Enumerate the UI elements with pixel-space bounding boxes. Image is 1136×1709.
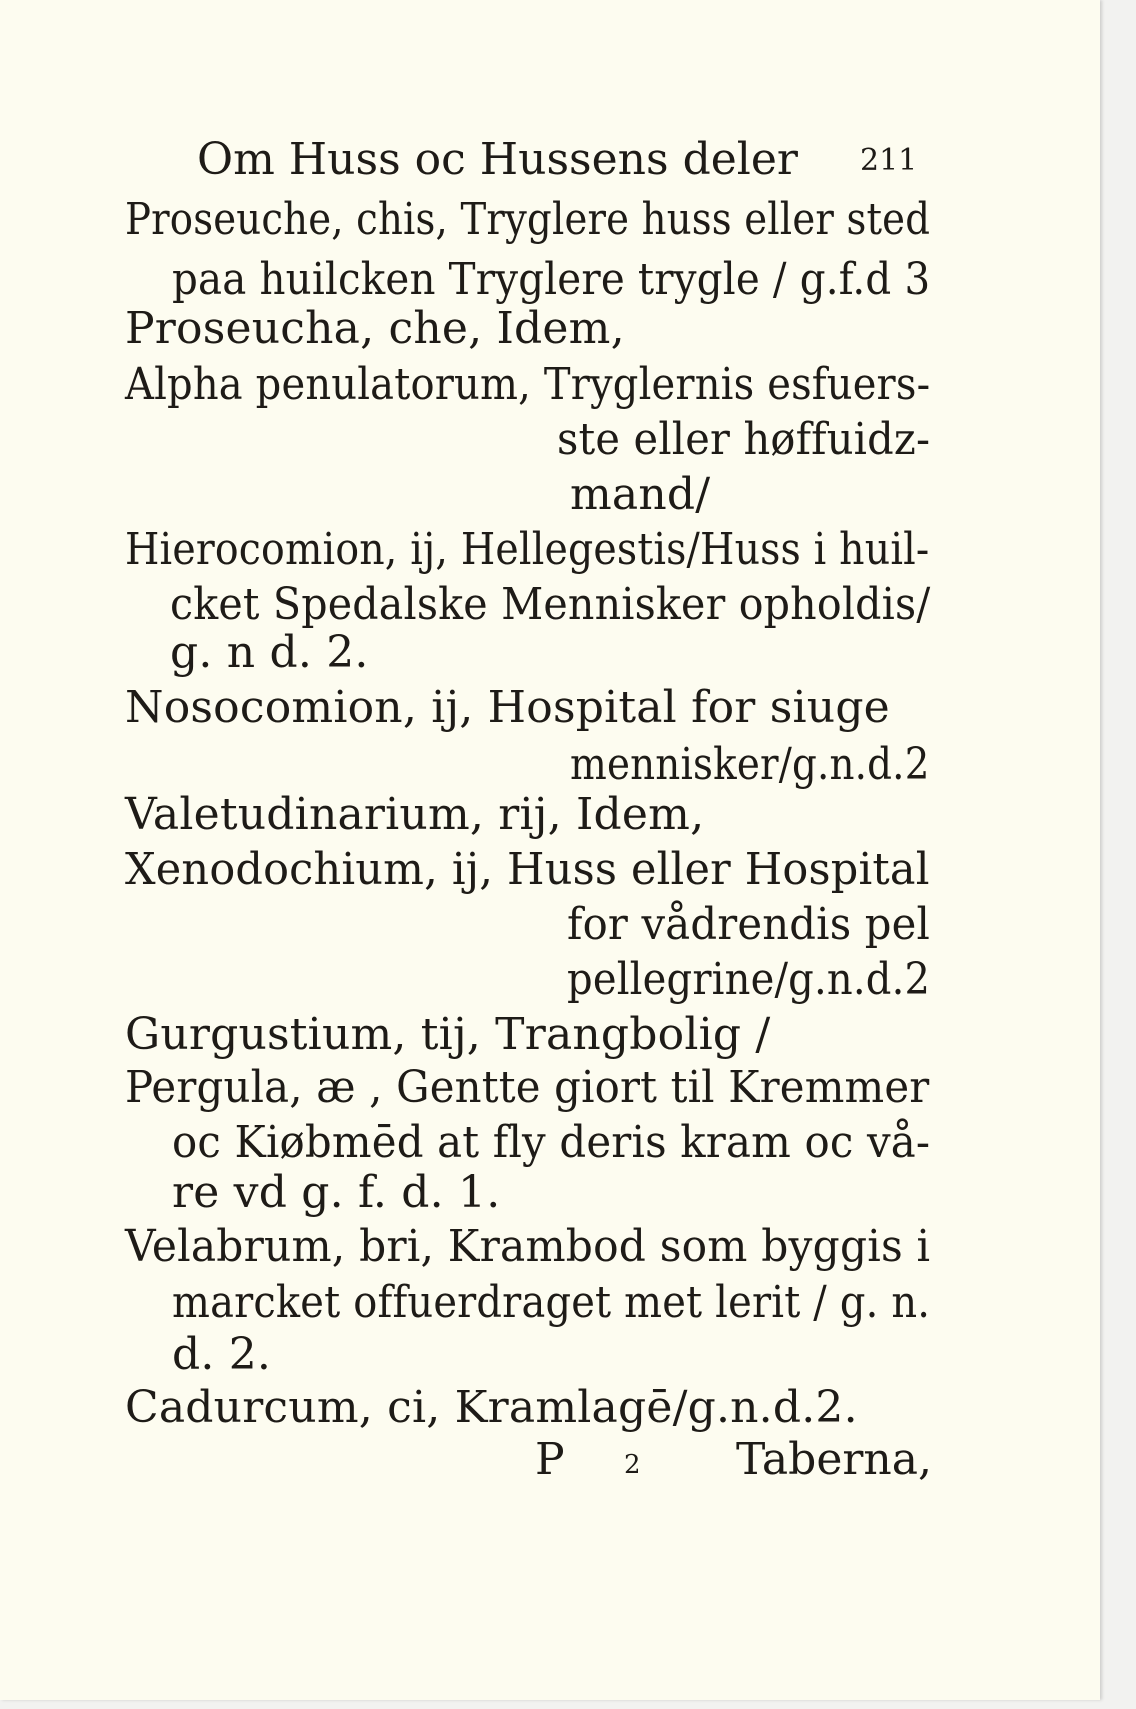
- text-line: Proseucha, che, Idem,: [125, 303, 625, 354]
- text-line: d. 2.: [172, 1329, 272, 1380]
- page-number: 211: [860, 143, 918, 178]
- text-line: mennisker/g.n.d.2: [570, 739, 930, 790]
- text-line: Cadurcum, ci, Kramlagē/g.n.d.2.: [125, 1382, 858, 1433]
- text-line: Hierocomion, ij, Hellegestis/Huss i huil-: [125, 524, 930, 575]
- text-line: oc Kiøbmēd at fly deris kram oc vå-: [172, 1117, 931, 1168]
- text-line: cket Spedalske Mennisker opholdis/: [170, 579, 931, 630]
- text-line: Xenodochium, ij, Huss eller Hospital: [125, 844, 930, 895]
- text-line: mand/: [570, 469, 711, 520]
- text-line: ste eller høffuidz-: [557, 414, 931, 465]
- text-line: Pergula, æ , Gentte giort til Kremmer: [125, 1062, 930, 1113]
- catchword: Taberna,: [736, 1434, 932, 1485]
- text-line: Velabrum, bri, Krambod som byggis i: [125, 1221, 931, 1272]
- signature-number: 2: [624, 1450, 641, 1480]
- text-line: Gurgustium, tij, Trangbolig /: [125, 1009, 771, 1060]
- text-line: Alpha penulatorum, Tryglernis esfuers-: [125, 359, 931, 410]
- signature-mark: P: [535, 1434, 565, 1485]
- text-line: for vådrendis pel: [567, 899, 931, 950]
- text-line: paa huilcken Tryglere trygle / g.f.d 3: [172, 254, 931, 305]
- text-line: Valetudinarium, rij, Idem,: [125, 789, 705, 840]
- running-header: Om Huss oc Hussens deler: [197, 134, 798, 185]
- text-line: Proseuche, chis, Tryglere huss eller sted: [125, 194, 931, 245]
- text-line: Nosocomion, ij, Hospital for siuge: [125, 682, 890, 733]
- text-line: g. n d. 2.: [170, 627, 369, 678]
- text-line: re vd g. f. d. 1.: [172, 1167, 501, 1218]
- text-line: marcket offuerdraget met lerit / g. n.: [172, 1277, 931, 1328]
- text-line: pellegrine/g.n.d.2: [567, 954, 931, 1005]
